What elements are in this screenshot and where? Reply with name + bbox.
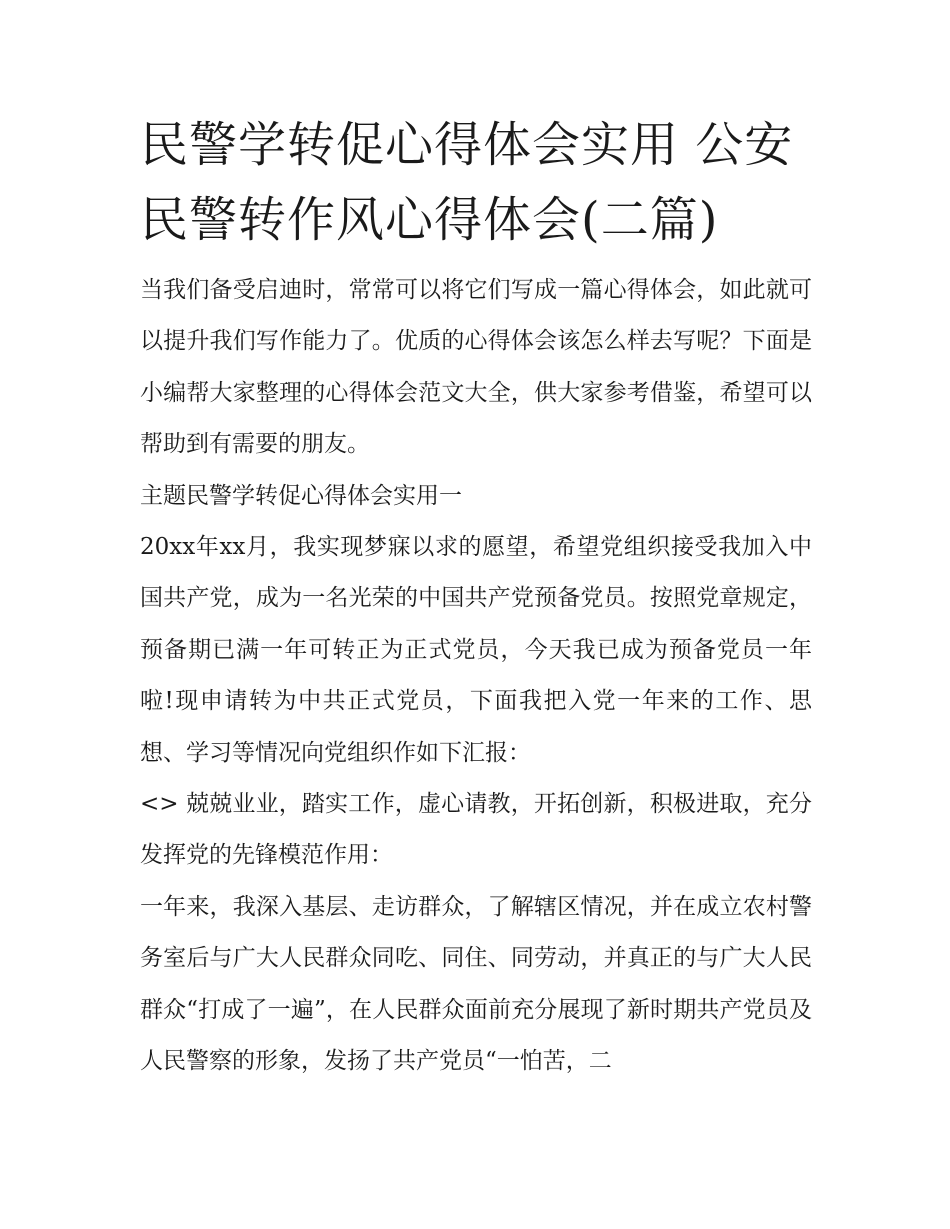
document-page — [140, 108, 812, 1088]
document-body — [140, 265, 812, 1088]
section-heading: 主题民警学转促心得体会实用一 — [140, 482, 462, 509]
paragraph-point-one: <> 兢兢业业，踏实工作，虚心请教，开拓创新，积极进取，充分发挥党的先锋模范作用： — [140, 791, 812, 869]
paragraph-intro: 当我们备受启迪时，常常可以将它们写成一篇心得体会，如此就可以提升我们写作能力了。优质的心得体会该怎么样去写呢？下面是小编帮大家整理的心得体会范文大全，供大家参考借鉴，希望可以帮助到有需要的朋友。 — [140, 277, 812, 458]
paragraph-application: 20xx年xx月，我实现梦寐以求的愿望，希望党组织接受我加入中国共产党，成为一名光荣的中国共产党预备党员。按照党章规定，预备期已满一年可转正为正式党员，今天我已成为预备党员一年啦!现申请转为中共正式党员，下面我把入党一年来的工作、思想、学习等情况向党组织作如下汇报： — [140, 534, 812, 766]
paragraph-work-summary: 一年来，我深入基层、走访群众，了解辖区情况，并在成立农村警务室后与广大人民群众同吃、同住、同劳动，并真正的与广大人民群众“打成了一遍”，在人民群众面前充分展现了新时期共产党员及人民警察的形象，发扬了共产党员“一怕苦，二 — [140, 893, 812, 1075]
document-title: 民警学转促心得体会实用 公安民警转作风心得体会(二篇) — [140, 117, 794, 248]
